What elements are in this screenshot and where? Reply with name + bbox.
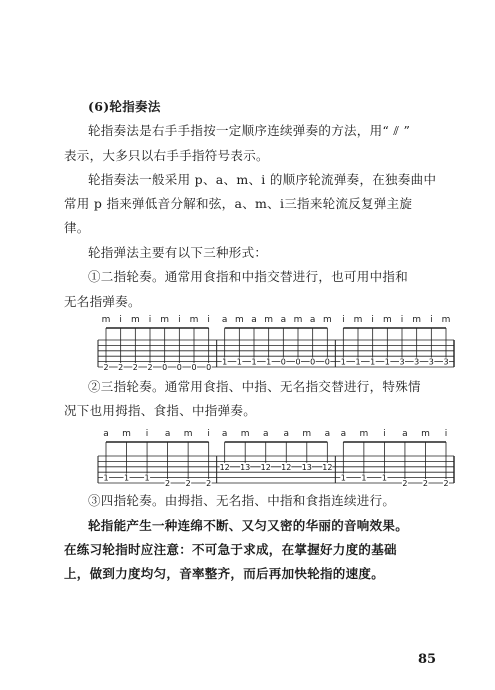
finger-label: m bbox=[302, 429, 312, 439]
form3: ③四指轮奏。由拇指、无名指、中指和食指连续进行。 bbox=[88, 493, 396, 508]
finger-label: a bbox=[340, 429, 347, 439]
finger-label: m bbox=[382, 315, 392, 325]
fret-number: 1 bbox=[251, 357, 257, 367]
fret-number: 1 bbox=[236, 357, 242, 367]
finger-label: m bbox=[412, 315, 422, 325]
fret-number: 13 bbox=[301, 462, 312, 472]
finger-label: a bbox=[309, 315, 316, 325]
page-number: 85 bbox=[418, 652, 437, 667]
form1-line2: 无名指弹奏。 bbox=[64, 294, 141, 309]
fret-number: 1 bbox=[266, 357, 272, 367]
para4-line3: 上，做到力度均匀，音率整齐，而后再加快轮指的速度。 bbox=[64, 566, 385, 581]
fret-number: 1 bbox=[103, 473, 109, 483]
finger-label: m bbox=[359, 429, 369, 439]
finger-label: m bbox=[264, 315, 274, 325]
finger-label: a bbox=[103, 429, 109, 439]
finger-label: m bbox=[293, 315, 303, 325]
finger-label: i bbox=[383, 429, 386, 439]
finger-label: m bbox=[353, 315, 363, 325]
finger-label: m bbox=[183, 429, 193, 439]
fret-number: 2 bbox=[147, 363, 153, 372]
finger-label: i bbox=[119, 315, 122, 325]
fret-number: 3 bbox=[428, 357, 434, 367]
fret-number: 12 bbox=[281, 462, 292, 472]
fret-number: 1 bbox=[381, 473, 387, 483]
fret-number: 1 bbox=[384, 357, 390, 367]
fret-number: 2 bbox=[165, 479, 171, 488]
fret-number: 0 bbox=[310, 357, 316, 367]
fret-number: 1 bbox=[123, 473, 130, 483]
finger-label: i bbox=[178, 315, 181, 325]
finger-label: m bbox=[160, 315, 170, 325]
finger-label: a bbox=[251, 315, 257, 325]
para3: 轮指弹法主要有以下三种形式： bbox=[88, 245, 268, 260]
finger-label: i bbox=[148, 315, 152, 325]
finger-label: m bbox=[101, 315, 111, 325]
fret-number: 1 bbox=[361, 473, 367, 483]
fret-number: 2 bbox=[185, 479, 191, 488]
para1-line2: 表示，大多只以右手手指符号表示。 bbox=[64, 148, 269, 163]
form2-line2: 况下也用拇指、食指、中指弹奏。 bbox=[64, 403, 257, 418]
section-heading: (6)轮指奏法 bbox=[88, 99, 161, 114]
finger-label: a bbox=[280, 315, 287, 325]
finger-label: m bbox=[421, 429, 430, 439]
fret-number: 2 bbox=[206, 479, 212, 488]
para2-line1: 轮指奏法一般采用 p、a、m、i 的顺序轮流弹奏，在独奏曲中 bbox=[88, 172, 437, 187]
form2-line1: ②三指轮奏。通常用食指、中指、无名指交替进行，特殊情 bbox=[88, 379, 421, 394]
fret-number: 1 bbox=[370, 357, 376, 367]
finger-label: a bbox=[402, 429, 408, 439]
fret-number: 2 bbox=[103, 363, 109, 372]
finger-label: i bbox=[400, 315, 404, 325]
finger-label: i bbox=[207, 429, 210, 439]
tab-example-1 bbox=[88, 312, 458, 382]
fret-number: 0 bbox=[206, 363, 212, 372]
fret-number: 12 bbox=[260, 462, 271, 472]
finger-label: a bbox=[221, 429, 228, 439]
fret-number: 3 bbox=[399, 357, 405, 367]
finger-label: m bbox=[130, 315, 140, 325]
finger-label: a bbox=[324, 429, 331, 439]
fret-number: 13 bbox=[240, 462, 251, 472]
finger-label: a bbox=[262, 429, 269, 439]
para2-line2: 常用 p 指来弹低音分解和弦，a、m、i三指来轮流反复弹主旋 bbox=[64, 196, 413, 211]
tab-example-2 bbox=[88, 426, 458, 498]
finger-label: m bbox=[122, 429, 131, 439]
fret-number: 12 bbox=[219, 462, 230, 472]
finger-label: i bbox=[207, 315, 210, 325]
finger-label: i bbox=[444, 429, 448, 439]
finger-label: a bbox=[283, 429, 290, 439]
finger-label: i bbox=[371, 315, 374, 325]
fret-number: 3 bbox=[443, 357, 449, 367]
fret-number: 2 bbox=[118, 363, 124, 372]
fret-number: 12 bbox=[322, 462, 333, 472]
para4-line2: 在练习轮指时应注意：不可急于求成，在掌握好力度的基础 bbox=[64, 542, 397, 557]
fret-number: 2 bbox=[443, 479, 449, 488]
fret-number: 1 bbox=[144, 473, 150, 483]
finger-label: i bbox=[342, 315, 345, 325]
finger-label: m bbox=[441, 315, 451, 325]
fret-number: 3 bbox=[414, 357, 420, 367]
fret-number: 1 bbox=[222, 357, 228, 367]
fret-number: 0 bbox=[162, 363, 168, 372]
form1-line1: ①二指轮奏。通常用食指和中指交替进行，也可用中指和 bbox=[88, 269, 409, 284]
fret-number: 0 bbox=[280, 357, 286, 367]
para4-line1: 轮指能产生一种连绵不断、又匀又密的华丽的音响效果。 bbox=[88, 518, 409, 533]
fret-number: 0 bbox=[324, 357, 330, 367]
fret-number: 1 bbox=[355, 357, 361, 367]
finger-label: m bbox=[234, 315, 244, 325]
finger-label: m bbox=[189, 315, 199, 325]
fret-number: 2 bbox=[132, 363, 138, 372]
para2-line3: 律。 bbox=[64, 220, 90, 235]
finger-label: i bbox=[145, 429, 149, 439]
finger-label: m bbox=[240, 429, 250, 439]
fret-number: 0 bbox=[295, 357, 301, 367]
fret-number: 1 bbox=[340, 357, 346, 367]
para1-line1: 轮指奏法是右手手指按一定顺序连续弹奏的方法，用“ ⫽ ” bbox=[88, 123, 411, 138]
fret-number: 2 bbox=[402, 479, 408, 488]
fret-number: 0 bbox=[176, 363, 182, 372]
fret-number: 2 bbox=[422, 479, 429, 488]
fret-number: 1 bbox=[340, 473, 346, 483]
fret-number: 0 bbox=[191, 363, 197, 372]
finger-label: m bbox=[322, 315, 332, 325]
finger-label: a bbox=[221, 315, 228, 325]
finger-label: a bbox=[164, 429, 171, 439]
finger-label: i bbox=[430, 315, 433, 325]
